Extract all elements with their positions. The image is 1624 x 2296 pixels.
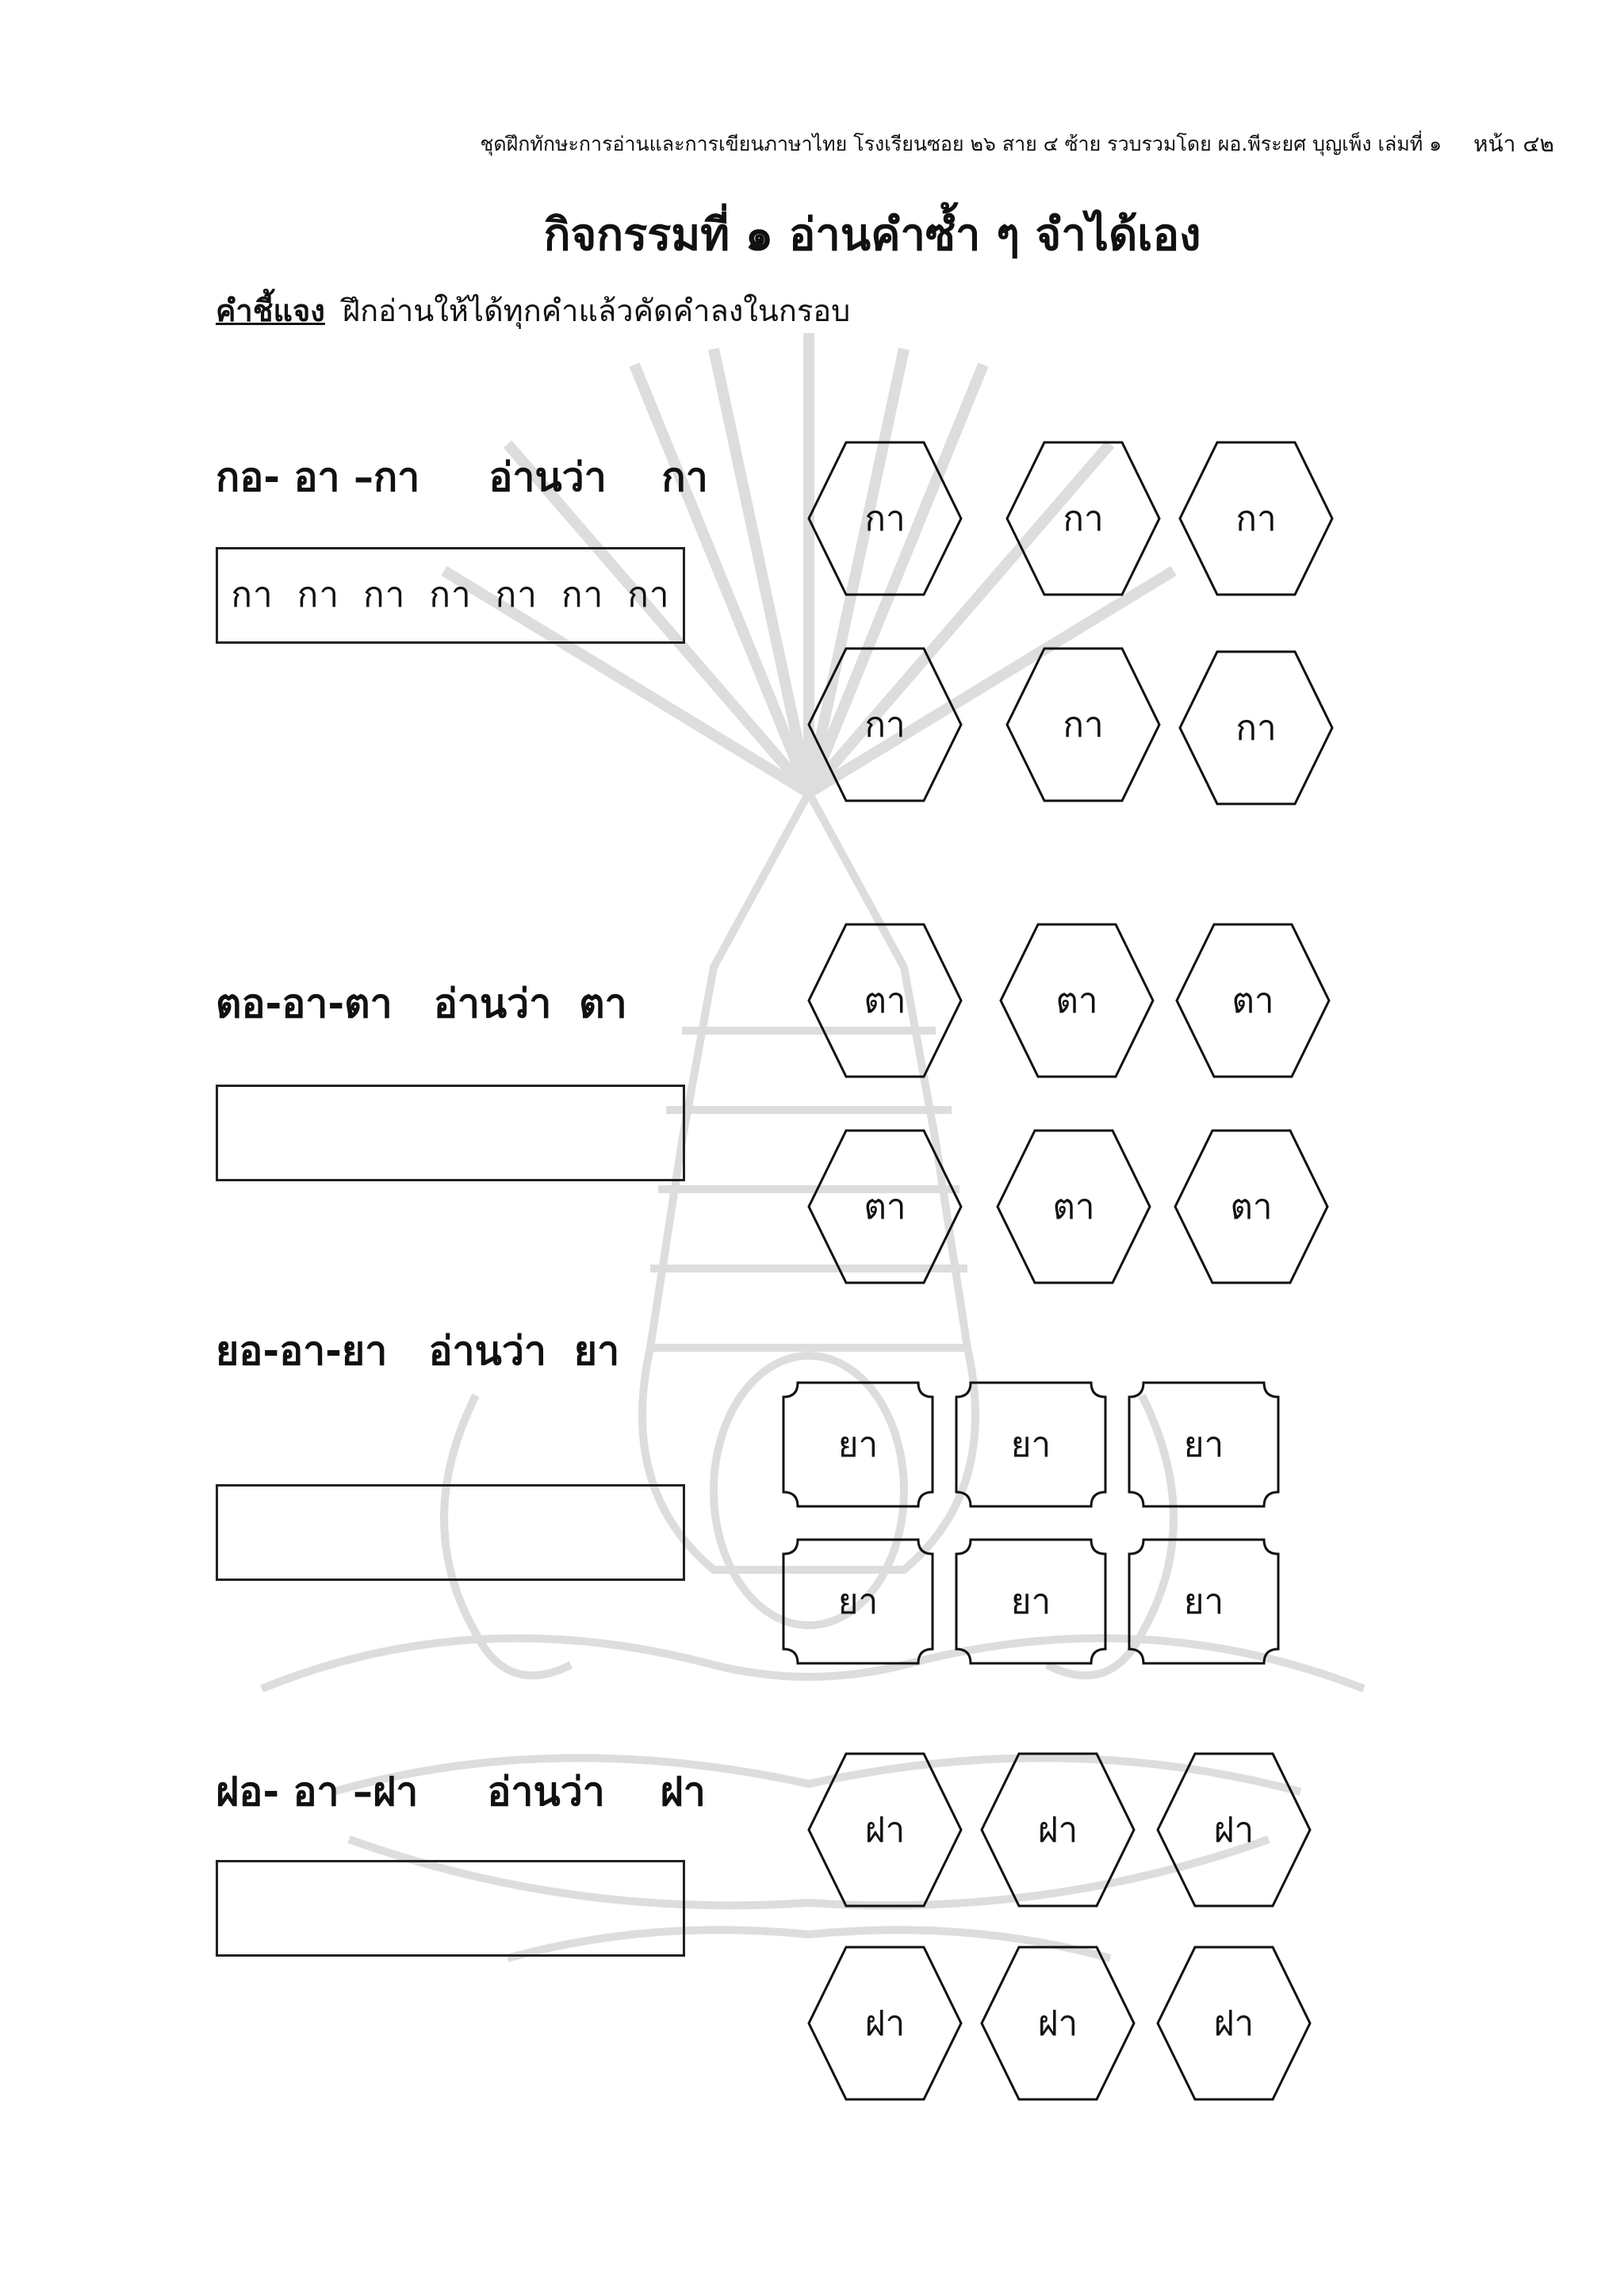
hexagon-tile (807, 1129, 963, 1284)
instructions-text: ฝึกอ่านให้ได้ทุกคำแล้วคัดคำลงในกรอบ (342, 293, 851, 328)
tile-word: ตา (1055, 981, 1098, 1021)
tile-word: ฝา (864, 2003, 906, 2044)
word-label-ya: ยอ-อา-ยา อ่านว่า ยา (216, 1328, 620, 1374)
word-label-fa: ฝอ- อา –ฝา อ่านว่า ฝา (216, 1769, 706, 1815)
tile-word: ตา (1231, 981, 1274, 1021)
tile-word: ยา (1010, 1425, 1051, 1465)
hexagon-tile (807, 647, 963, 802)
plaque-tile (955, 1538, 1107, 1665)
hexagon-tile (996, 1129, 1151, 1284)
hexagon-tile (1178, 441, 1334, 596)
hexagon-tile (1005, 647, 1161, 802)
tile-word: ฝา (1213, 1810, 1254, 1850)
plaque-tile (782, 1538, 934, 1665)
hexagon-tile (1174, 1129, 1329, 1284)
hexagon-tile (807, 1752, 963, 1908)
instructions (216, 287, 1326, 335)
tile-word: ยา (837, 1425, 879, 1465)
tile-word: ยา (1183, 1582, 1224, 1622)
tile-word: กา (1063, 705, 1104, 745)
tile-word: กา (1235, 499, 1277, 539)
activity-title: กิจกรรมที่ ๑ อ่านคำซ้ำ ๆ จำได้เอง (543, 209, 1201, 261)
copy-box-fa[interactable] (216, 1860, 685, 1957)
tile-word: ยา (837, 1582, 879, 1622)
page-number: หน้า ๔๒ (1473, 131, 1554, 157)
hexagon-tile (807, 441, 963, 596)
word-label-ka: กอ- อา –กา อ่านว่า กา (216, 454, 708, 500)
copy-box-ya[interactable] (216, 1484, 685, 1581)
tile-word: ฝา (1037, 1810, 1078, 1850)
tile-word: กา (864, 705, 906, 745)
tile-word: ตา (1230, 1187, 1273, 1227)
page-header (412, 125, 1554, 163)
tile-word: ฝา (864, 1810, 906, 1850)
hexagon-tile (807, 1946, 963, 2101)
hexagon-tile (807, 923, 963, 1078)
hexagon-tile (1005, 441, 1161, 596)
hexagon-tile (999, 923, 1155, 1078)
hexagon-tile (980, 1752, 1136, 1908)
hexagon-tile (1178, 650, 1334, 806)
copy-box-ta[interactable] (216, 1085, 685, 1181)
tile-word: กา (1235, 708, 1277, 748)
plaque-tile (782, 1381, 934, 1508)
tile-word: ตา (1052, 1187, 1095, 1227)
tile-word: ยา (1183, 1425, 1224, 1465)
plaque-tile (955, 1381, 1107, 1508)
hexagon-tile (1175, 923, 1331, 1078)
instructions-label: คำชี้แจง (216, 293, 325, 328)
plaque-tile (1128, 1538, 1280, 1665)
plaque-tile (1128, 1381, 1280, 1508)
tile-word: ตา (864, 981, 906, 1021)
hexagon-tile (1156, 1946, 1312, 2101)
hexagon-tile (980, 1946, 1136, 2101)
tile-word: ฝา (1213, 2003, 1254, 2044)
tile-word: ยา (1010, 1582, 1051, 1622)
tile-word: กา (1063, 499, 1104, 539)
copy-box-ka[interactable]: กา กา กา กา กา กา กา (216, 547, 685, 644)
word-label-ta: ตอ-อา-ตา อ่านว่า ตา (216, 981, 627, 1027)
tile-word: ฝา (1037, 2003, 1078, 2044)
header-text: ชุดฝึกทักษะการอ่านและการเขียนภาษาไทย โรงเรียนซอย ๒๖ สาย ๔ ซ้าย รวบรวมโดย ผอ.พีระยศ บุญเพ็ง เล่มที่ ๑ (480, 132, 1442, 155)
tile-word: ตา (864, 1187, 906, 1227)
tile-word: กา (864, 499, 906, 539)
hexagon-tile (1156, 1752, 1312, 1908)
